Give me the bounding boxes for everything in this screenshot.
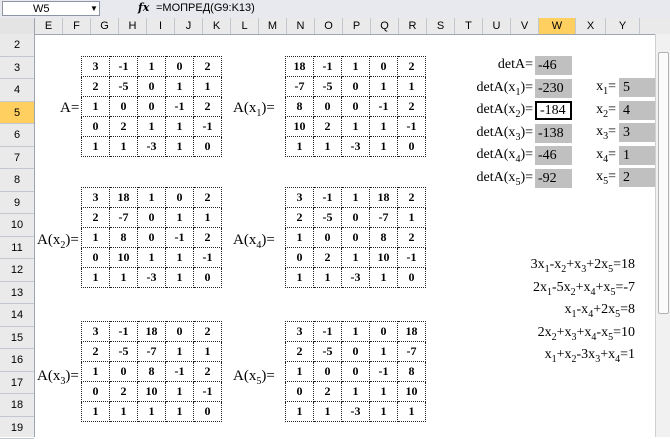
matrix-cell[interactable]: 0 xyxy=(398,268,426,288)
det-label: $\det A(x_2)=$ xyxy=(423,102,533,120)
det-label: $\det A(x_1)=$ xyxy=(423,80,533,98)
matrix-cell[interactable]: 2 xyxy=(314,382,342,402)
matrix-cell[interactable]: 8 xyxy=(398,362,426,382)
matrix-cell[interactable]: 1 xyxy=(82,228,110,248)
matrix-cell[interactable]: -3 xyxy=(138,137,166,157)
matrix-cell[interactable]: -1 xyxy=(314,188,342,208)
column-header-j[interactable]: J xyxy=(175,18,203,34)
matrix-cell[interactable]: 1 xyxy=(342,188,370,208)
solution-value[interactable]: 1 xyxy=(619,146,655,165)
matrix-cell[interactable]: 1 xyxy=(370,117,398,137)
matrix-cell[interactable]: -3 xyxy=(342,268,370,288)
matrix-cell[interactable]: 0 xyxy=(138,228,166,248)
row-header-11[interactable]: 11 xyxy=(0,237,34,260)
column-header-p[interactable]: P xyxy=(343,18,371,34)
matrix-cell[interactable]: -5 xyxy=(110,342,138,362)
solution-value[interactable]: 3 xyxy=(619,123,655,142)
matrix-cell[interactable]: 10 xyxy=(286,117,314,137)
column-header-h[interactable]: H xyxy=(119,18,147,34)
matrix-cell[interactable]: 0 xyxy=(314,362,342,382)
matrix-cell[interactable]: 1 xyxy=(398,402,426,422)
matrix-cell[interactable]: 1 xyxy=(286,137,314,157)
matrix-cell[interactable]: 2 xyxy=(194,362,222,382)
equation: $x_1-x_4+2x_5=8$ xyxy=(565,302,635,320)
matrix-cell[interactable]: 0 xyxy=(194,402,222,422)
matrix-cell[interactable]: 10 xyxy=(110,248,138,268)
matrix-cell[interactable]: -7 xyxy=(110,208,138,228)
matrix-cell[interactable]: 0 xyxy=(314,228,342,248)
matrix-cell[interactable]: 1 xyxy=(138,188,166,208)
row-header-bar xyxy=(0,34,35,437)
matrix-cell[interactable]: 1 xyxy=(138,402,166,422)
select-all-corner[interactable] xyxy=(0,18,35,34)
matrix-cell[interactable]: 1 xyxy=(166,342,194,362)
matrix-cell[interactable]: -3 xyxy=(342,137,370,157)
row-header-19[interactable]: 19 xyxy=(0,417,34,439)
row-header-4[interactable]: 4 xyxy=(0,79,34,102)
formula-bar xyxy=(0,0,670,19)
matrix-cell[interactable]: 2 xyxy=(398,97,426,117)
row-header-16[interactable]: 16 xyxy=(0,349,34,372)
det-value[interactable]: -46 xyxy=(535,56,572,75)
matrix-cell[interactable]: 1 xyxy=(370,402,398,422)
matrix-cell[interactable]: 0 xyxy=(342,208,370,228)
active-cell[interactable]: -184 xyxy=(535,101,572,120)
row-header-5[interactable]: 5 xyxy=(0,102,34,125)
matrix-table-2 xyxy=(81,187,222,288)
matrix-cell[interactable]: 2 xyxy=(398,57,426,77)
det-label: $\det A(x_5)=$ xyxy=(423,170,533,188)
row-header-10[interactable]: 10 xyxy=(0,214,34,237)
matrix-cell[interactable]: -1 xyxy=(398,117,426,137)
matrix-cell[interactable]: 0 xyxy=(166,57,194,77)
matrix-cell[interactable]: 0 xyxy=(82,117,110,137)
matrix-cell[interactable]: 1 xyxy=(398,77,426,97)
matrix-cell[interactable]: 0 xyxy=(342,342,370,362)
matrix-cell[interactable]: 0 xyxy=(138,208,166,228)
row-header-2[interactable]: 2 xyxy=(0,34,34,57)
solution-label: $x_3=$ xyxy=(580,124,616,142)
matrix-cell[interactable]: 1 xyxy=(286,402,314,422)
matrix-cell[interactable]: 1 xyxy=(138,117,166,137)
matrix-cell[interactable]: 0 xyxy=(314,97,342,117)
matrix-cell[interactable]: 1 xyxy=(82,137,110,157)
matrix-cell[interactable]: -1 xyxy=(110,57,138,77)
matrix-cell[interactable]: 1 xyxy=(82,268,110,288)
matrix-table-1 xyxy=(285,56,426,157)
matrix-cell[interactable]: 1 xyxy=(166,402,194,422)
matrix-cell[interactable]: 3 xyxy=(82,188,110,208)
matrix-cell[interactable]: 18 xyxy=(398,322,426,342)
column-header-x[interactable]: X xyxy=(576,18,606,34)
matrix-cell[interactable]: 18 xyxy=(110,188,138,208)
matrix-cell[interactable]: 10 xyxy=(370,248,398,268)
row-header-15[interactable]: 15 xyxy=(0,327,34,350)
matrix-cell[interactable]: -7 xyxy=(398,342,426,362)
column-header-y[interactable]: Y xyxy=(606,18,640,34)
matrix-cell[interactable]: 0 xyxy=(342,77,370,97)
matrix-cell[interactable]: -1 xyxy=(194,117,222,137)
matrix-cell[interactable]: 18 xyxy=(138,322,166,342)
matrix-cell[interactable]: -1 xyxy=(166,97,194,117)
matrix-cell[interactable]: 0 xyxy=(82,382,110,402)
matrix-cell[interactable]: 1 xyxy=(166,208,194,228)
row-header-8[interactable]: 8 xyxy=(0,169,34,192)
solution-label: $x_2=$ xyxy=(580,102,616,120)
column-header-g[interactable]: G xyxy=(91,18,119,34)
det-label: $\det A(x_3)=$ xyxy=(423,125,533,143)
matrix-table-0 xyxy=(81,56,222,157)
column-header-w[interactable]: W xyxy=(539,18,576,34)
column-header-u[interactable]: U xyxy=(483,18,511,34)
matrix-cell[interactable]: 1 xyxy=(398,208,426,228)
matrix-cell[interactable]: -1 xyxy=(398,248,426,268)
matrix-cell[interactable]: 2 xyxy=(82,77,110,97)
matrix-cell[interactable]: 2 xyxy=(286,342,314,362)
matrix-cell[interactable]: 1 xyxy=(370,342,398,362)
matrix-cell[interactable]: 2 xyxy=(314,248,342,268)
solution-value[interactable]: 5 xyxy=(619,78,655,97)
formula-input[interactable]: =МОПРЕД(G9:K13) xyxy=(156,1,255,16)
matrix-cell[interactable]: -5 xyxy=(110,77,138,97)
matrix-cell[interactable]: 1 xyxy=(82,402,110,422)
vertical-scrollbar[interactable] xyxy=(655,34,670,437)
matrix-cell[interactable]: 1 xyxy=(166,248,194,268)
matrix-cell[interactable]: 1 xyxy=(286,362,314,382)
matrix-cell[interactable]: -1 xyxy=(370,362,398,382)
matrix-cell[interactable]: 0 xyxy=(286,248,314,268)
matrix-cell[interactable]: 2 xyxy=(194,188,222,208)
row-header-12[interactable]: 12 xyxy=(0,259,34,282)
matrix-cell[interactable]: -5 xyxy=(314,208,342,228)
matrix-cell[interactable]: 1 xyxy=(138,248,166,268)
matrix-cell[interactable]: -1 xyxy=(166,362,194,382)
row-header-6[interactable]: 6 xyxy=(0,124,34,147)
matrix-cell[interactable]: 2 xyxy=(314,117,342,137)
matrix-cell[interactable]: 0 xyxy=(110,362,138,382)
matrix-cell[interactable]: -7 xyxy=(138,342,166,362)
matrix-cell[interactable]: 18 xyxy=(286,57,314,77)
scrollbar-thumb[interactable] xyxy=(658,52,669,314)
matrix-cell[interactable]: 2 xyxy=(286,208,314,228)
matrix-cell[interactable]: -7 xyxy=(370,208,398,228)
matrix-cell[interactable]: 1 xyxy=(370,382,398,402)
row-header-7[interactable]: 7 xyxy=(0,147,34,170)
column-header-l[interactable]: L xyxy=(231,18,259,34)
matrix-label-4: $A(x_3)=$ xyxy=(37,368,79,387)
sheet-grid[interactable] xyxy=(35,34,655,437)
matrix-cell[interactable]: 0 xyxy=(166,322,194,342)
matrix-cell[interactable]: 1 xyxy=(314,268,342,288)
matrix-cell[interactable]: 1 xyxy=(166,382,194,402)
matrix-cell[interactable]: 0 xyxy=(370,57,398,77)
matrix-cell[interactable]: 0 xyxy=(342,362,370,382)
matrix-cell[interactable]: 3 xyxy=(286,322,314,342)
matrix-label-2: $A(x_2)=$ xyxy=(37,232,79,251)
column-header-t[interactable]: T xyxy=(455,18,483,34)
column-header-bar xyxy=(0,18,670,35)
matrix-table-5 xyxy=(285,321,426,422)
matrix-cell[interactable]: 0 xyxy=(138,97,166,117)
matrix-cell[interactable]: 0 xyxy=(194,137,222,157)
matrix-cell[interactable]: 2 xyxy=(398,188,426,208)
name-box-dropdown-icon[interactable]: ▼ xyxy=(90,4,98,13)
matrix-cell[interactable]: 8 xyxy=(138,362,166,382)
matrix-cell[interactable]: -3 xyxy=(138,268,166,288)
column-header-i[interactable]: I xyxy=(147,18,175,34)
fx-icon[interactable]: fx xyxy=(138,1,149,14)
matrix-cell[interactable]: 0 xyxy=(370,322,398,342)
det-value[interactable]: -230 xyxy=(535,79,572,98)
matrix-cell[interactable]: 1 xyxy=(342,248,370,268)
solution-value[interactable]: 2 xyxy=(619,168,655,187)
matrix-cell[interactable]: 1 xyxy=(194,77,222,97)
matrix-cell[interactable]: 2 xyxy=(398,228,426,248)
matrix-cell[interactable]: 1 xyxy=(110,402,138,422)
matrix-cell[interactable]: 10 xyxy=(138,382,166,402)
column-header-s[interactable]: S xyxy=(427,18,455,34)
matrix-cell[interactable]: -1 xyxy=(166,228,194,248)
matrix-label-1: $A(x_1)=$ xyxy=(233,100,275,119)
column-header-r[interactable]: R xyxy=(399,18,427,34)
matrix-cell[interactable]: 1 xyxy=(166,137,194,157)
row-header-9[interactable]: 9 xyxy=(0,192,34,215)
det-value[interactable]: -92 xyxy=(535,169,572,188)
solution-label: $x_5=$ xyxy=(580,169,616,187)
matrix-cell[interactable]: 1 xyxy=(110,268,138,288)
matrix-cell[interactable]: 1 xyxy=(342,57,370,77)
column-header-n[interactable]: N xyxy=(287,18,315,34)
matrix-cell[interactable]: 10 xyxy=(398,382,426,402)
matrix-cell[interactable]: 2 xyxy=(82,208,110,228)
solution-label: $x_4=$ xyxy=(580,147,616,165)
matrix-table-3 xyxy=(285,187,426,288)
matrix-cell[interactable]: -1 xyxy=(110,322,138,342)
matrix-table-4 xyxy=(81,321,222,422)
matrix-cell[interactable]: 3 xyxy=(286,188,314,208)
matrix-cell[interactable]: 2 xyxy=(82,342,110,362)
row-header-14[interactable]: 14 xyxy=(0,304,34,327)
matrix-cell[interactable]: 1 xyxy=(370,268,398,288)
row-header-17[interactable]: 17 xyxy=(0,372,34,395)
matrix-cell[interactable]: 0 xyxy=(398,137,426,157)
matrix-cell[interactable]: 1 xyxy=(110,137,138,157)
matrix-cell[interactable]: 1 xyxy=(314,402,342,422)
matrix-cell[interactable]: 1 xyxy=(342,117,370,137)
solution-value[interactable]: 4 xyxy=(619,101,655,120)
matrix-cell[interactable]: 0 xyxy=(138,77,166,97)
matrix-cell[interactable]: 2 xyxy=(194,322,222,342)
matrix-cell[interactable]: 0 xyxy=(166,188,194,208)
matrix-cell[interactable]: 2 xyxy=(110,117,138,137)
det-value[interactable]: -138 xyxy=(535,124,572,143)
row-header-3[interactable]: 3 xyxy=(0,57,34,80)
matrix-label-5: $A(x_5)=$ xyxy=(233,368,275,387)
matrix-cell[interactable]: -1 xyxy=(194,382,222,402)
matrix-cell[interactable]: 1 xyxy=(138,57,166,77)
matrix-cell[interactable]: 2 xyxy=(194,228,222,248)
matrix-cell[interactable]: -1 xyxy=(370,97,398,117)
matrix-cell[interactable]: 18 xyxy=(370,188,398,208)
matrix-cell[interactable]: 2 xyxy=(110,382,138,402)
equation: $3x_1-x_2+x_3+2x_5=18$ xyxy=(531,257,635,275)
matrix-cell[interactable]: 1 xyxy=(286,228,314,248)
matrix-cell[interactable]: -7 xyxy=(286,77,314,97)
column-header-m[interactable]: M xyxy=(259,18,287,34)
matrix-cell[interactable]: 1 xyxy=(166,117,194,137)
row-header-18[interactable]: 18 xyxy=(0,394,34,417)
matrix-cell[interactable]: 0 xyxy=(110,97,138,117)
matrix-cell[interactable]: 0 xyxy=(342,97,370,117)
matrix-cell[interactable]: -1 xyxy=(314,57,342,77)
matrix-cell[interactable]: 8 xyxy=(286,97,314,117)
matrix-cell[interactable]: 0 xyxy=(82,248,110,268)
matrix-cell[interactable]: 0 xyxy=(342,228,370,248)
matrix-cell[interactable]: 0 xyxy=(194,268,222,288)
matrix-cell[interactable]: 2 xyxy=(194,97,222,117)
column-header-f[interactable]: F xyxy=(63,18,91,34)
matrix-cell[interactable]: 1 xyxy=(166,77,194,97)
column-header-q[interactable]: Q xyxy=(371,18,399,34)
matrix-cell[interactable]: 8 xyxy=(370,228,398,248)
det-value[interactable]: -46 xyxy=(535,146,572,165)
matrix-cell[interactable]: -5 xyxy=(314,342,342,362)
matrix-cell[interactable]: 8 xyxy=(110,228,138,248)
matrix-cell[interactable]: 1 xyxy=(166,268,194,288)
matrix-cell[interactable]: 3 xyxy=(82,57,110,77)
matrix-cell[interactable]: 1 xyxy=(342,322,370,342)
det-label: detA= xyxy=(423,57,533,73)
row-header-13[interactable]: 13 xyxy=(0,282,34,305)
matrix-cell[interactable]: 0 xyxy=(286,382,314,402)
matrix-cell[interactable]: 1 xyxy=(286,268,314,288)
matrix-cell[interactable]: 1 xyxy=(194,208,222,228)
matrix-cell[interactable]: 3 xyxy=(82,322,110,342)
matrix-label-0: A= xyxy=(60,100,79,117)
matrix-cell[interactable]: -1 xyxy=(194,248,222,268)
solution-label: $x_1=$ xyxy=(580,79,616,97)
column-header-o[interactable]: O xyxy=(315,18,343,34)
matrix-label-3: $A(x_4)=$ xyxy=(233,232,275,251)
matrix-cell[interactable]: 1 xyxy=(82,362,110,382)
matrix-cell[interactable]: 1 xyxy=(370,77,398,97)
det-label: $\det A(x_4)=$ xyxy=(423,147,533,165)
matrix-cell[interactable]: 1 xyxy=(370,137,398,157)
matrix-cell[interactable]: -1 xyxy=(314,322,342,342)
equation: $2x_2+x_3+x_4-x_5=10$ xyxy=(538,325,635,343)
column-header-e[interactable]: E xyxy=(35,18,63,34)
equation: $2x_1-5x_2+x_4+x_5=-7$ xyxy=(533,280,635,298)
matrix-cell[interactable]: 1 xyxy=(194,342,222,362)
matrix-cell[interactable]: 1 xyxy=(342,382,370,402)
matrix-cell[interactable]: -3 xyxy=(342,402,370,422)
column-header-k[interactable]: K xyxy=(203,18,231,34)
column-header-v[interactable]: V xyxy=(511,18,539,34)
matrix-cell[interactable]: 2 xyxy=(194,57,222,77)
matrix-cell[interactable]: 1 xyxy=(314,137,342,157)
equation: $x_1+x_2-3x_3+x_4=1$ xyxy=(545,347,635,365)
name-box[interactable]: W5 xyxy=(2,1,100,16)
matrix-cell[interactable]: 1 xyxy=(82,97,110,117)
matrix-cell[interactable]: -5 xyxy=(314,77,342,97)
